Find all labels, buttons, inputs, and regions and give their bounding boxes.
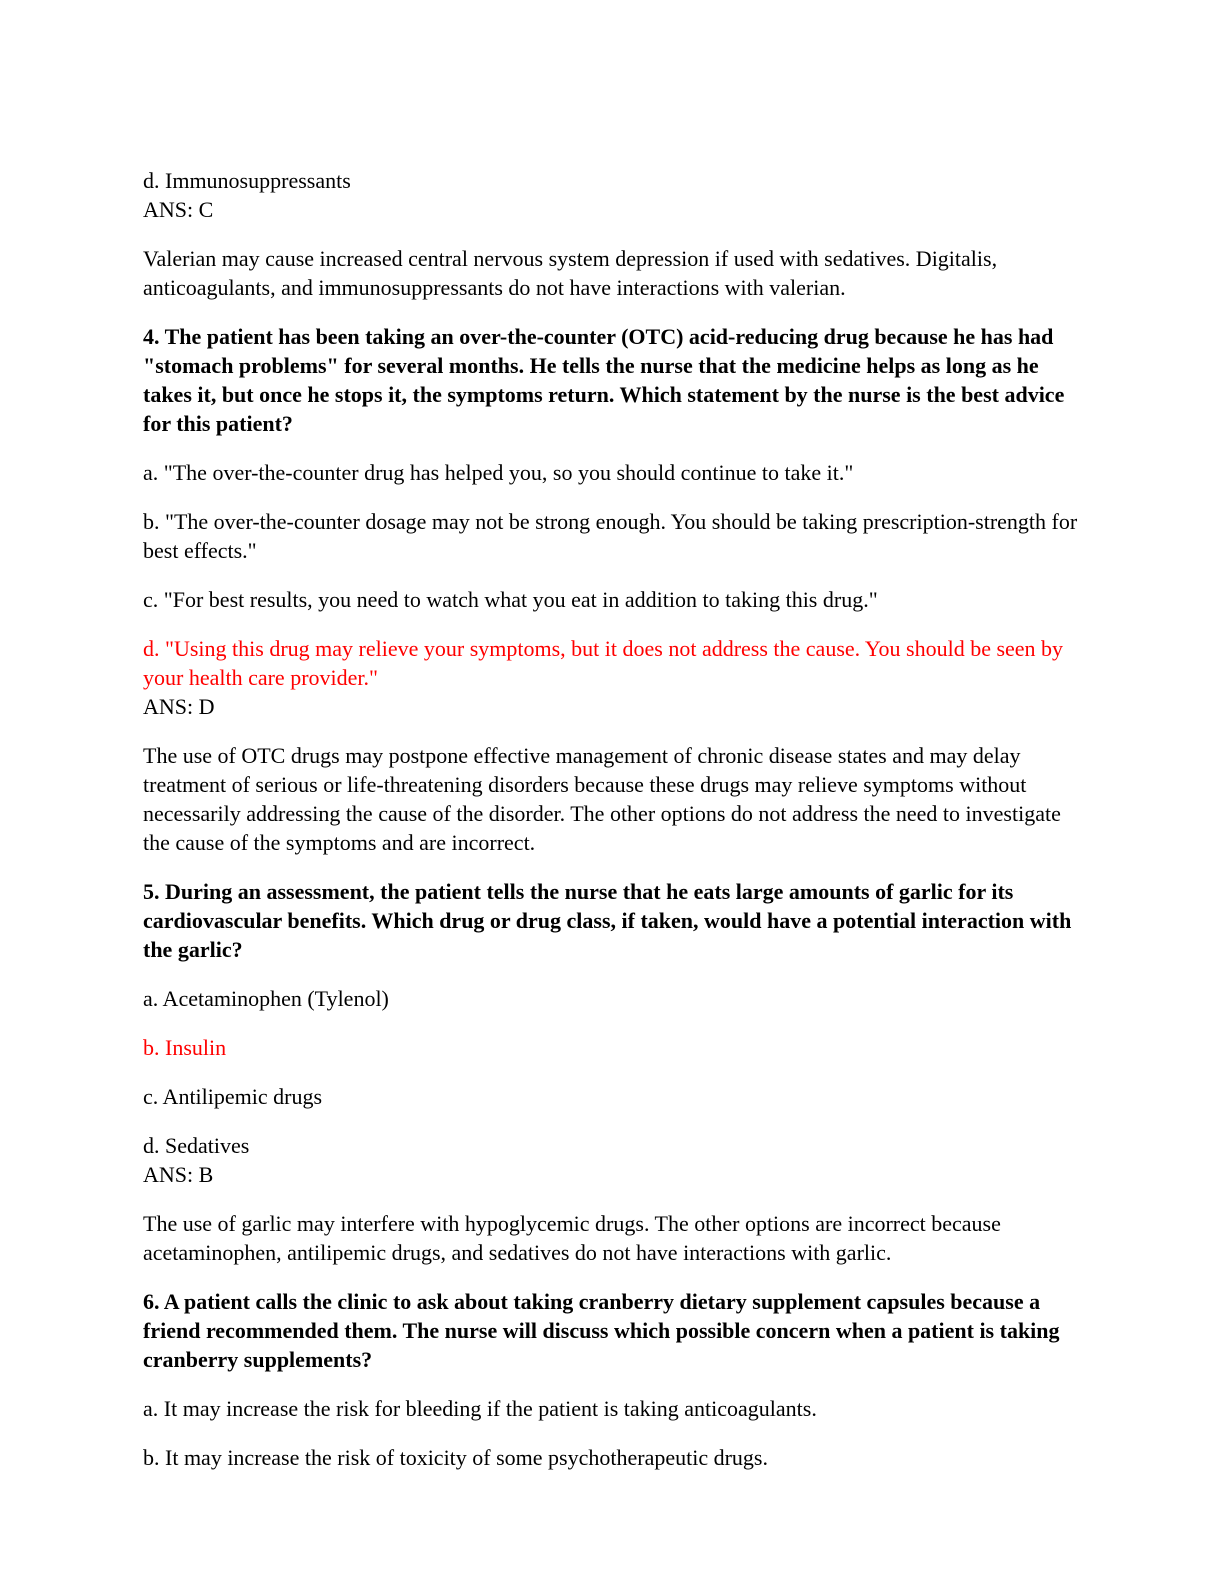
answer-key-line: ANS: D xyxy=(143,694,215,719)
option-line: a. It may increase the risk for bleeding if the patient is taking anticoagulants. xyxy=(143,1396,817,1421)
document-content xyxy=(143,166,1090,1472)
option-line: b. "The over-the-counter dosage may not be strong enough. You should be taking prescription-strength for best effects." xyxy=(143,509,1078,563)
question-paragraph: 5. During an assessment, the patient tells the nurse that he eats large amounts of garlic for its cardiovascular benefits. Which drug or drug class, if taken, would have a potential interaction with the garlic? xyxy=(143,879,1072,962)
correct-answer-option: d. "Using this drug may relieve your symptoms, but it does not address the cause. You should be seen by your health care provider." xyxy=(143,636,1064,690)
option-line: a. "The over-the-counter drug has helped you, so you should continue to take it." xyxy=(143,460,854,485)
option-line: d. Sedatives xyxy=(143,1133,250,1158)
correct-answer-option: b. Insulin xyxy=(143,1035,227,1060)
answer-key-line: ANS: B xyxy=(143,1162,214,1187)
question-paragraph: 4. The patient has been taking an over-the-counter (OTC) acid-reducing drug because he has had "stomach problems" for several months. He tells the nurse that the medicine helps as long as he takes it, but once he stops it, the symptoms return. Which statement by the nurse is the best advice for this patient? xyxy=(143,324,1065,436)
rationale-paragraph: Valerian may cause increased central nervous system depression if used with sedatives. Digitalis, anticoagulants, and immunosuppressants do not have interactions with valerian. xyxy=(143,246,998,300)
option-line: a. Acetaminophen (Tylenol) xyxy=(143,986,389,1011)
option-line: d. Immunosuppressants xyxy=(143,168,351,193)
option-line: b. It may increase the risk of toxicity of some psychotherapeutic drugs. xyxy=(143,1445,768,1470)
option-line: c. "For best results, you need to watch what you eat in addition to taking this drug." xyxy=(143,587,878,612)
rationale-paragraph: The use of garlic may interfere with hypoglycemic drugs. The other options are incorrect because acetaminophen, antilipemic drugs, and sedatives do not have interactions with garlic. xyxy=(143,1211,1001,1265)
question-paragraph: 6. A patient calls the clinic to ask about taking cranberry dietary supplement capsules because a friend recommended them. The nurse will discuss which possible concern when a patient is taking cranberry supplements? xyxy=(143,1289,1060,1372)
answer-key-line: ANS: C xyxy=(143,197,214,222)
option-line: c. Antilipemic drugs xyxy=(143,1084,323,1109)
rationale-paragraph: The use of OTC drugs may postpone effective management of chronic disease states and may delay treatment of serious or life-threatening disorders because these drugs may relieve symptoms without necessarily addressing the cause of the disorder. The other options do not address the need to investigate the cause of the symptoms and are incorrect. xyxy=(143,743,1061,855)
